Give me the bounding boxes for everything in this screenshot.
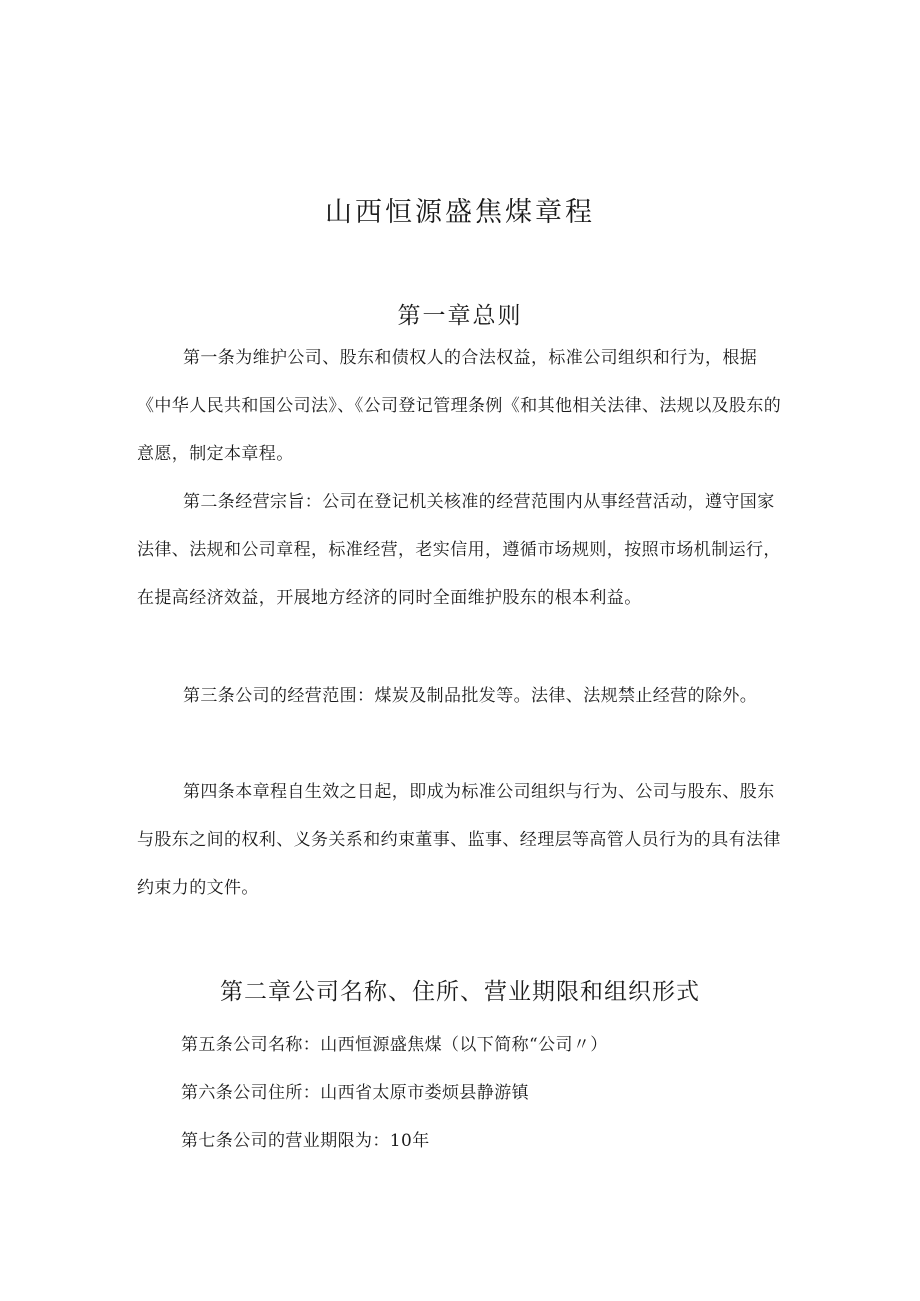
article-1: 第一条为维护公司、股东和债权人的合法权益，标准公司组织和行为，根据《中华人民共和国公司法》、《公司登记管理条例《和其他相关法律、法规以及股东的意愿，制定本章程。 [137, 348, 782, 464]
chapter-1-title: 第一章总则 [397, 303, 523, 329]
chapter-2-title: 第二章公司名称、住所、营业期限和组织形式 [220, 979, 700, 1005]
article-2: 第二条经营宗旨：公司在登记机关核准的经营范围内从事经营活动，遵守国家法律、法规和公司章程，标准经营，老实信用，遵循市场规则，按照市场机制运行，在提高经济效益，开展地方经济的同时全面维护股东的根本利益。 [137, 492, 781, 608]
article-4: 第四条本章程自生效之日起，即成为标准公司组织与行为、公司与股东、股东与股东之间的权利、义务关系和约束董事、监事、经理层等高管人员行为的具有法律约束力的文件。 [137, 782, 781, 898]
article-3: 第三条公司的经营范围：煤炭及制品批发等。法律、法规禁止经营的除外。 [183, 686, 758, 706]
article-6: 第六条公司住所：山西省太原市娄烦县静游镇 [181, 1083, 529, 1103]
article-5: 第五条公司名称：山西恒源盛焦煤（以下简称“公司〃） [181, 1035, 608, 1055]
document-title: 山西恒源盛焦煤章程 [325, 197, 595, 228]
article-7: 第七条公司的营业期限为：10年 [181, 1131, 430, 1151]
